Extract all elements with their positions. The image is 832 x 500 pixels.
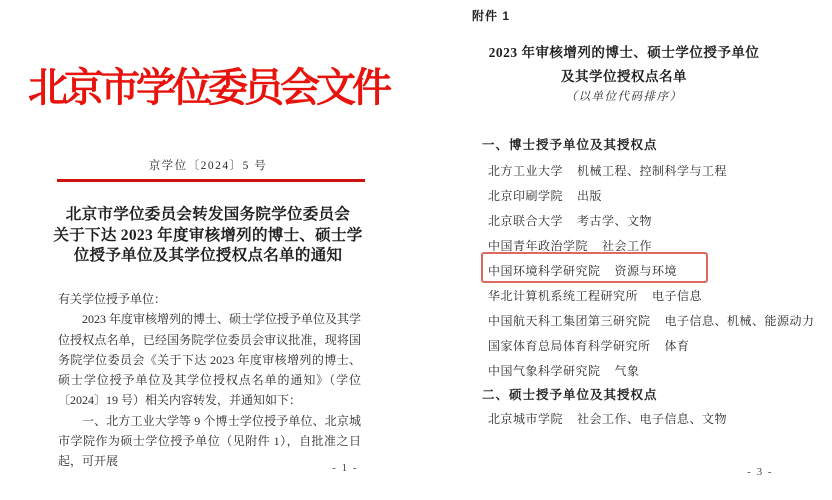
unit-row [488,333,815,358]
unit-programs: 资源与环境 [614,264,678,278]
doctoral-unit-list [488,158,815,383]
unit-programs: 气象 [614,364,640,378]
unit-name: 中国气象科学研究院 [488,364,601,378]
unit-name: 中国航天科工集团第三研究院 [488,314,651,328]
unit-row [488,233,815,258]
notice-title-line-1: 北京市学位委员会转发国务院学位委员会 [65,206,351,223]
unit-name: 中国青年政治学院 [488,239,589,253]
document-number: 京学位〔2024〕5 号 [148,160,268,172]
unit-programs: 电子信息、机械、能源动力 [664,314,815,328]
unit-name: 华北计算机系统工程研究所 [488,289,639,303]
attachment-title-line-1: 2023 年审核增列的博士、硕士学位授予单位 [488,45,760,60]
unit-row [488,406,727,431]
unit-name: 北京城市学院 [488,412,564,426]
unit-programs: 社会工作 [602,239,653,253]
unit-row [488,283,815,308]
unit-programs: 社会工作、电子信息、文物 [577,412,728,426]
unit-name: 北方工业大学 [488,164,564,178]
unit-programs: 出版 [577,189,603,203]
salutation: 有关学位授予单位： [58,292,167,306]
unit-programs: 考古学、文物 [577,214,653,228]
unit-programs: 体育 [664,339,690,353]
unit-row [488,308,815,333]
unit-programs: 电子信息 [652,289,703,303]
unit-name: 国家体育总局体育科学研究所 [488,339,651,353]
unit-row [488,158,815,183]
unit-row-highlighted [488,258,815,283]
notice-body [58,289,361,472]
red-divider-line [57,179,365,182]
notice-title [20,205,396,267]
unit-name: 北京联合大学 [488,214,564,228]
attachment-title [416,41,832,88]
unit-name: 中国环境科学研究院 [488,264,601,278]
page-number-right: - 3 - [747,466,773,478]
page-number-left: - 1 - [332,462,358,474]
unit-row [488,208,815,233]
agency-masthead: 北京市学位委员会文件 [28,65,388,110]
unit-row [488,183,815,208]
notice-title-line-2: 关于下达 2023 年度审核增列的博士、硕士学 [53,226,363,244]
unit-name: 北京印刷学院 [488,189,564,203]
section-heading-doctoral: 一、博士授予单位及其授权点 [482,138,658,152]
unit-programs: 机械工程、控制科学与工程 [577,164,728,178]
attachment-title-line-2: 及其学位授权点名单 [561,68,687,84]
notice-title-line-3: 位授予单位及其学位授权点名单的通知 [73,247,343,264]
attachment-page-3 [416,0,832,500]
masters-unit-list [488,406,727,431]
body-paragraph-2: 一、北方工业大学等 9 个博士学位授予单位、北京城市学院作为硕士学位授予单位（见附件 1），自批准之日起，可开展 [58,413,361,469]
attachment-subtitle: （以单位代码排序） [565,91,683,103]
attachment-label: 附件 1 [472,9,511,23]
body-paragraph-1: 2023 年度审核增列的博士、硕士学位授予单位及其学位授权点名单，已经国务院学位委员会审议批准，现将国务院学位委员会《关于下达 2023 年度审核增列的博士、硕士学位授予单位及其学位授权点名单的通知》（学位〔2024〕19 号）相关内容转发，并通知如下： [58,312,362,408]
unit-row [488,358,815,383]
section-heading-masters: 二、硕士授予单位及其授权点 [482,388,658,402]
